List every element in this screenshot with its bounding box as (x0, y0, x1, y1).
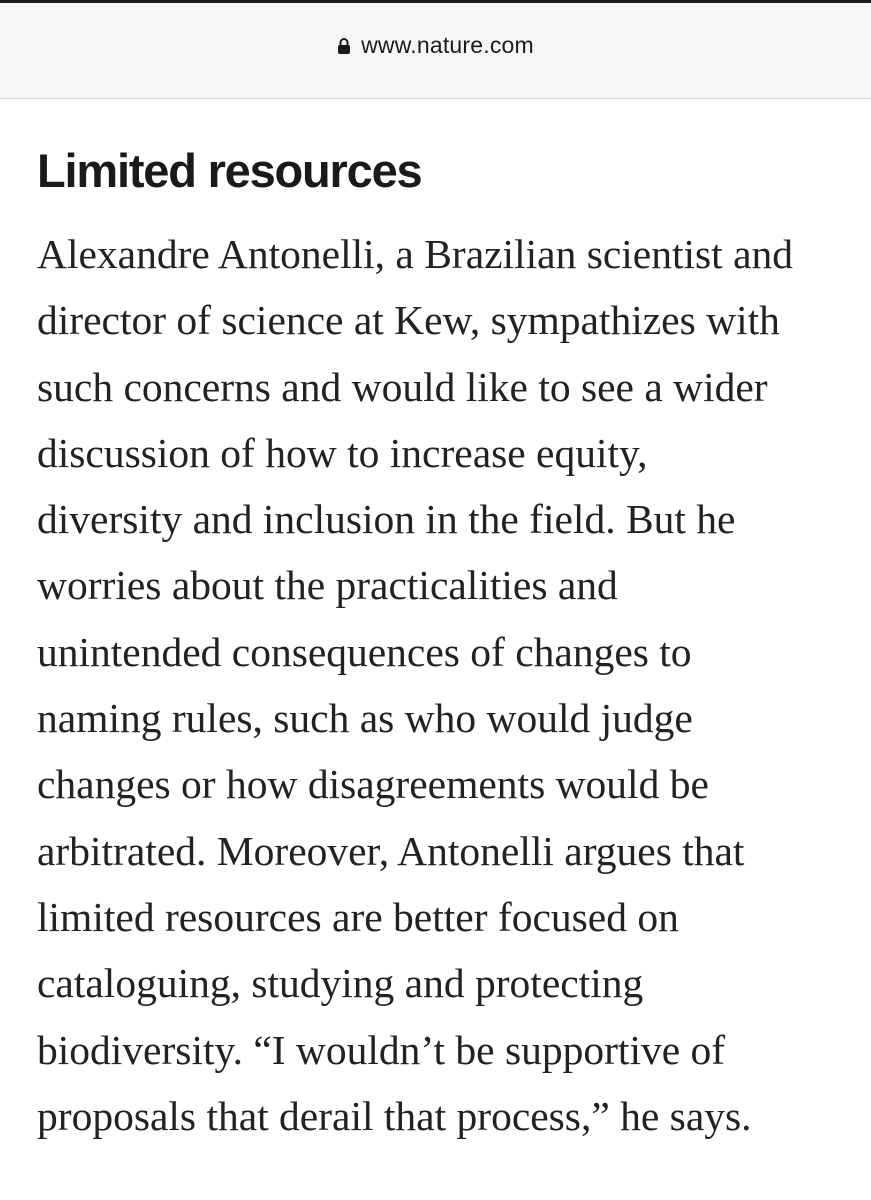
paragraph-line: biodiversity. “I wouldn’t be supportive of (37, 1026, 726, 1073)
paragraph-line: proposals that derail that process,” he says. (37, 1092, 752, 1139)
paragraph-line: worries about the practicalities and (37, 562, 618, 609)
url-display[interactable] (337, 32, 534, 59)
section-heading: Limited resources (37, 144, 422, 197)
paragraph-line: director of science at Kew, sympathizes with (37, 297, 780, 344)
paragraph-line: limited resources are better focused on (37, 893, 679, 940)
browser-url-bar[interactable] (0, 3, 871, 99)
article-section (37, 140, 857, 1149)
article-paragraph (37, 221, 857, 1149)
paragraph-line: naming rules, such as who would judge (37, 695, 693, 742)
paragraph-line: Alexandre Antonelli, a Brazilian scientist and (37, 231, 793, 277)
url-text: www.nature.com (361, 32, 534, 58)
paragraph-line: arbitrated. Moreover, Antonelli argues that (37, 827, 745, 874)
lock-icon (337, 37, 351, 55)
paragraph-line: cataloguing, studying and protecting (37, 960, 644, 1007)
paragraph-line: diversity and inclusion in the field. But he (37, 496, 736, 543)
paragraph-line: such concerns and would like to see a wider (37, 363, 768, 410)
paragraph-line: discussion of how to increase equity, (37, 429, 648, 476)
paragraph-line: changes or how disagreements would be (37, 761, 709, 808)
paragraph-line: unintended consequences of changes to (37, 628, 692, 675)
